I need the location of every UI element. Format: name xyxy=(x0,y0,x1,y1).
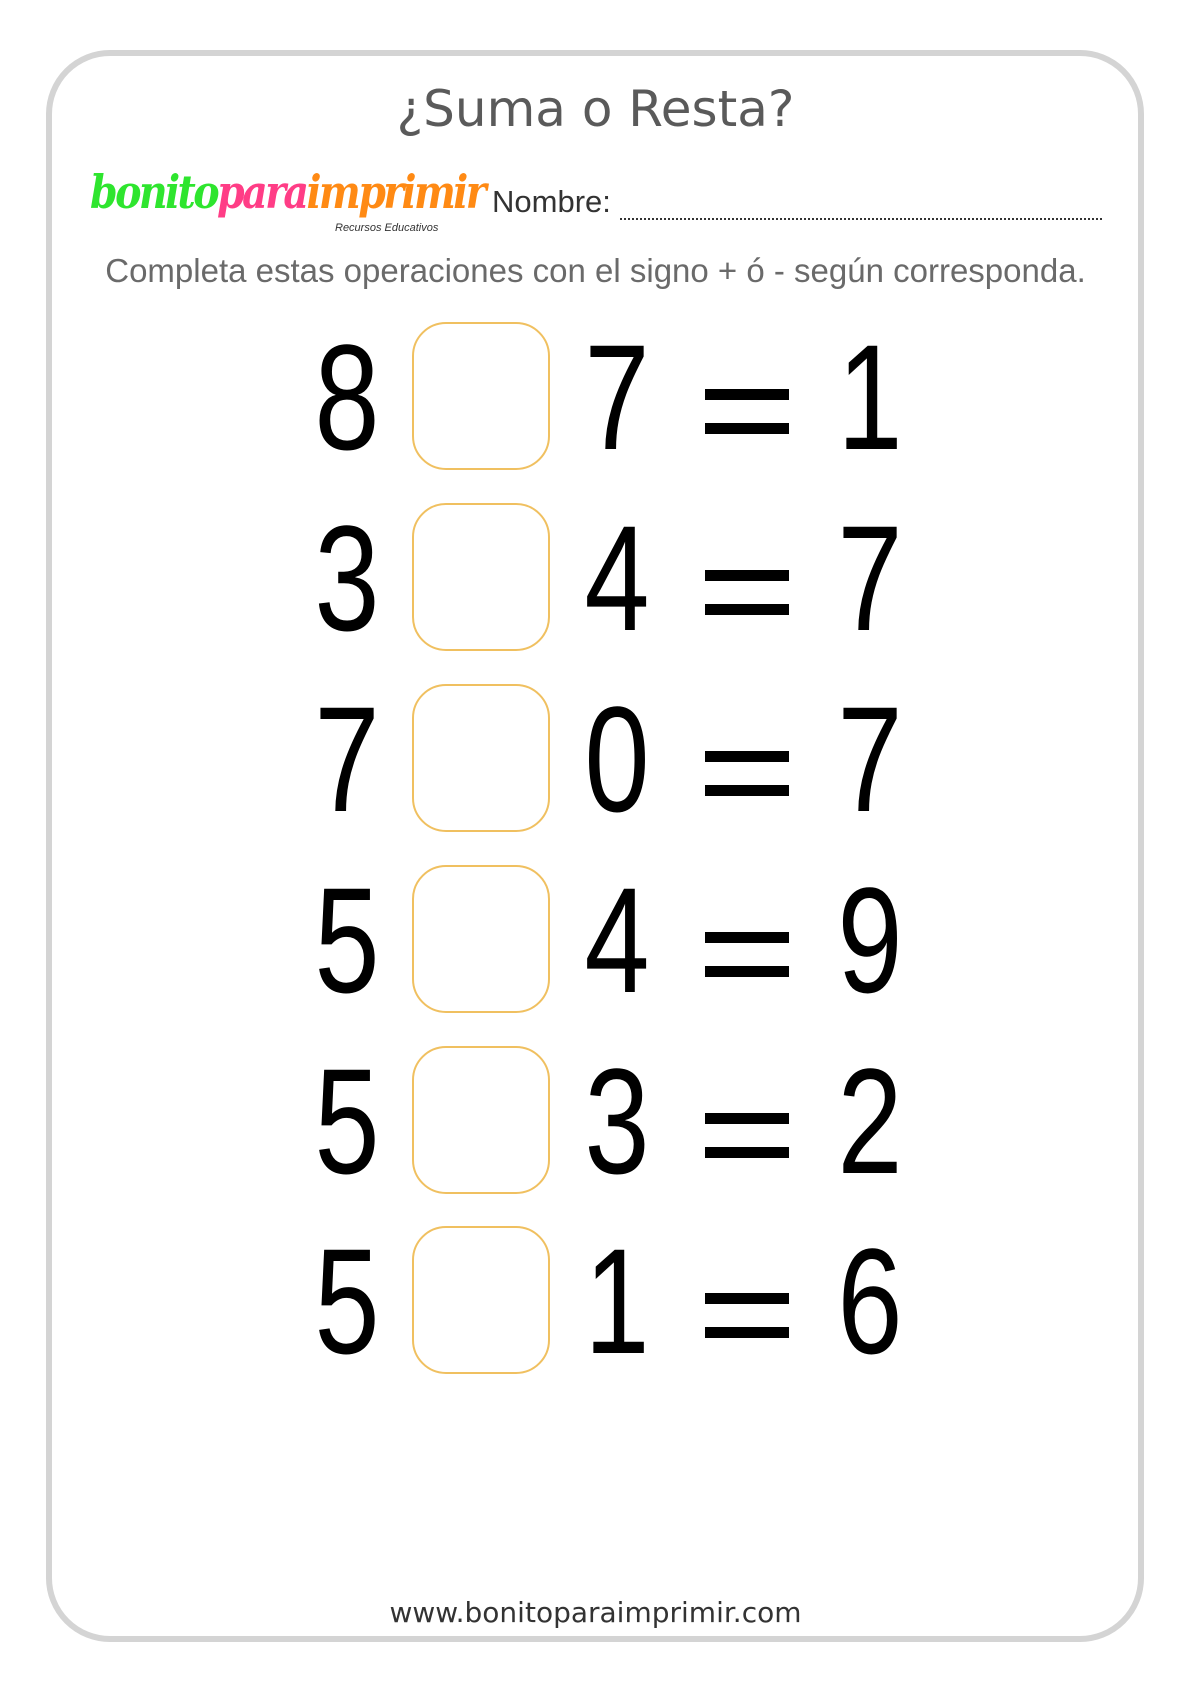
logo-tagline: Recursos Educativos xyxy=(335,222,439,234)
result-value: 9 xyxy=(837,856,903,1024)
equals-sign xyxy=(705,503,789,653)
sign-answer-box[interactable] xyxy=(412,503,550,651)
instructions-text: Completa estas operaciones con el signo + ó - según corresponda. xyxy=(105,252,1086,289)
equals-sign xyxy=(705,684,789,834)
name-field[interactable] xyxy=(620,218,1102,220)
second-operand: 1 xyxy=(584,1217,650,1385)
equals-sign xyxy=(705,1046,789,1196)
sign-answer-box[interactable] xyxy=(412,684,550,832)
equation-row-5 xyxy=(0,1037,1191,1205)
name-label: Nombre: xyxy=(492,184,611,219)
equation-row-3 xyxy=(0,675,1191,843)
sign-answer-box[interactable] xyxy=(412,1046,550,1194)
equals-sign xyxy=(705,865,789,1015)
equals-sign xyxy=(705,1226,789,1376)
first-operand: 5 xyxy=(314,1037,380,1205)
footer-url: www.bonitoparaimprimir.com xyxy=(389,1596,802,1629)
brand-logo xyxy=(90,165,484,246)
equation-row-2 xyxy=(0,494,1191,662)
second-operand: 7 xyxy=(584,313,650,481)
sign-answer-box[interactable] xyxy=(412,865,550,1013)
first-operand: 5 xyxy=(314,1217,380,1385)
result-value: 6 xyxy=(837,1217,903,1385)
first-operand: 8 xyxy=(314,313,380,481)
result-value: 7 xyxy=(837,675,903,843)
logo-part-imprimir: imprimir xyxy=(306,165,484,219)
result-value: 7 xyxy=(837,494,903,662)
logo-part-bonito: bonito xyxy=(90,165,218,219)
equation-row-4 xyxy=(0,856,1191,1024)
first-operand: 5 xyxy=(314,856,380,1024)
logo-wordmark xyxy=(90,165,484,219)
worksheet-title: ¿Suma o Resta? xyxy=(396,80,795,138)
second-operand: 3 xyxy=(584,1037,650,1205)
equals-sign xyxy=(705,322,789,472)
first-operand: 7 xyxy=(314,675,380,843)
second-operand: 4 xyxy=(584,494,650,662)
sign-answer-box[interactable] xyxy=(412,322,550,470)
result-value: 2 xyxy=(837,1037,903,1205)
second-operand: 4 xyxy=(584,856,650,1024)
second-operand: 0 xyxy=(584,675,650,843)
equation-row-1 xyxy=(0,313,1191,481)
equation-row-6 xyxy=(0,1217,1191,1385)
first-operand: 3 xyxy=(314,494,380,662)
logo-part-para: para xyxy=(217,165,307,219)
sign-answer-box[interactable] xyxy=(412,1226,550,1374)
result-value: 1 xyxy=(837,313,903,481)
